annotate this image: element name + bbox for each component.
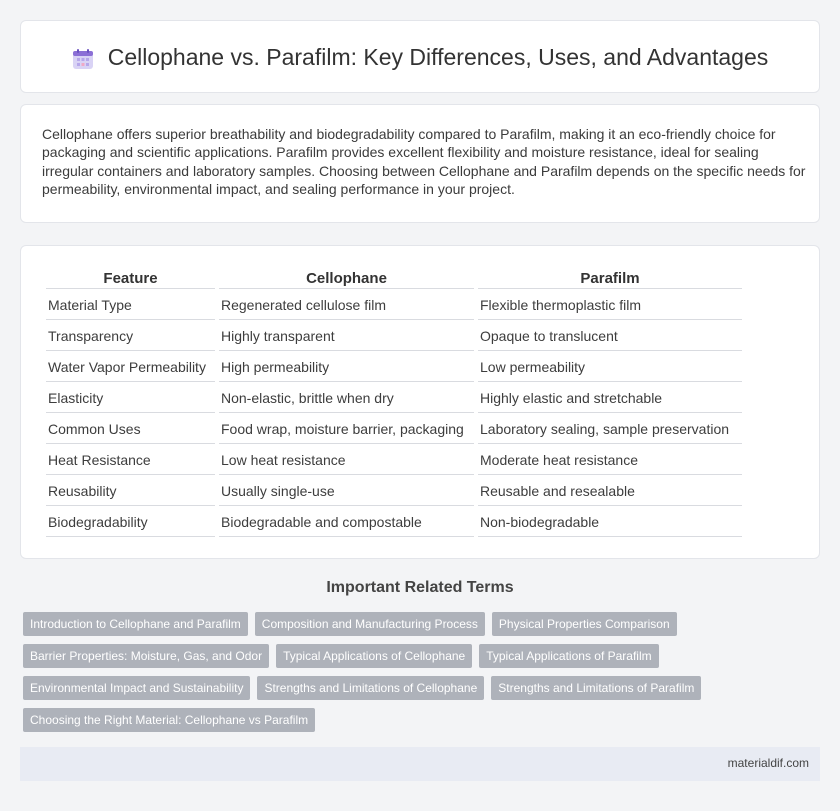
related-term-tag[interactable]: Strengths and Limitations of Cellophane: [257, 676, 484, 700]
related-term-tag[interactable]: Barrier Properties: Moisture, Gas, and Odor: [23, 644, 269, 668]
related-term-tag[interactable]: Composition and Manufacturing Process: [255, 612, 485, 636]
cellophane-cell: Non-elastic, brittle when dry: [219, 384, 474, 413]
related-terms-list: [23, 612, 723, 732]
comparison-table: [42, 267, 746, 539]
table-row: [46, 322, 742, 351]
related-term-tag[interactable]: Choosing the Right Material: Cellophane vs Parafilm: [23, 708, 315, 732]
feature-cell: Water Vapor Permeability: [46, 353, 215, 382]
parafilm-cell: Laboratory sealing, sample preservation: [478, 415, 742, 444]
table-row: [46, 353, 742, 382]
calendar-icon: [72, 48, 94, 70]
parafilm-cell: Flexible thermoplastic film: [478, 291, 742, 320]
table-row: [46, 415, 742, 444]
table-row: [46, 291, 742, 320]
header-cellophane: Cellophane: [219, 269, 474, 289]
cellophane-cell: Low heat resistance: [219, 446, 474, 475]
related-term-tag[interactable]: Physical Properties Comparison: [492, 612, 677, 636]
related-terms-title: Important Related Terms: [326, 579, 514, 596]
parafilm-cell: Reusable and resealable: [478, 477, 742, 506]
summary-text: Cellophane offers superior breathability and biodegradability compared to Parafilm, making it an eco-friendly choice for packaging and scientific applications. Parafilm provides excellent flexibility and moisture resistance, ideal for sealing irregular containers and laboratory samples. Choosing between Cellophane and Parafilm depends on the specific needs for permeability, environmental impact, and sealing performance in your project.: [42, 126, 806, 198]
related-term-tag[interactable]: Typical Applications of Parafilm: [479, 644, 658, 668]
parafilm-cell: Highly elastic and stretchable: [478, 384, 742, 413]
cellophane-cell: Usually single-use: [219, 477, 474, 506]
title-bar: [21, 21, 819, 94]
cellophane-cell: Highly transparent: [219, 322, 474, 351]
cellophane-cell: Food wrap, moisture barrier, packaging: [219, 415, 474, 444]
table-row: [46, 446, 742, 475]
feature-cell: Elasticity: [46, 384, 215, 413]
header-card: [20, 20, 820, 93]
parafilm-cell: Moderate heat resistance: [478, 446, 742, 475]
parafilm-cell: Opaque to translucent: [478, 322, 742, 351]
related-term-tag[interactable]: Introduction to Cellophane and Parafilm: [23, 612, 248, 636]
footer: [20, 747, 820, 781]
cellophane-cell: High permeability: [219, 353, 474, 382]
feature-cell: Biodegradability: [46, 508, 215, 537]
feature-cell: Transparency: [46, 322, 215, 351]
feature-cell: Reusability: [46, 477, 215, 506]
table-header-row: [46, 269, 742, 289]
cellophane-cell: Biodegradable and compostable: [219, 508, 474, 537]
header-parafilm: Parafilm: [478, 269, 742, 289]
feature-cell: Heat Resistance: [46, 446, 215, 475]
feature-cell: Common Uses: [46, 415, 215, 444]
table-row: [46, 508, 742, 537]
page-title: Cellophane vs. Parafilm: Key Differences, Uses, and Advantages: [107, 44, 769, 70]
table-row: [46, 477, 742, 506]
header-feature: Feature: [46, 269, 215, 289]
comparison-card: [20, 245, 820, 559]
parafilm-cell: Low permeability: [478, 353, 742, 382]
cellophane-cell: Regenerated cellulose film: [219, 291, 474, 320]
site-link[interactable]: materialdif.com: [727, 756, 809, 770]
related-term-tag[interactable]: Environmental Impact and Sustainability: [23, 676, 250, 700]
related-term-tag[interactable]: Strengths and Limitations of Parafilm: [491, 676, 701, 700]
parafilm-cell: Non-biodegradable: [478, 508, 742, 537]
summary-card: [20, 104, 820, 223]
related-term-tag[interactable]: Typical Applications of Cellophane: [276, 644, 472, 668]
feature-cell: Material Type: [46, 291, 215, 320]
table-row: [46, 384, 742, 413]
